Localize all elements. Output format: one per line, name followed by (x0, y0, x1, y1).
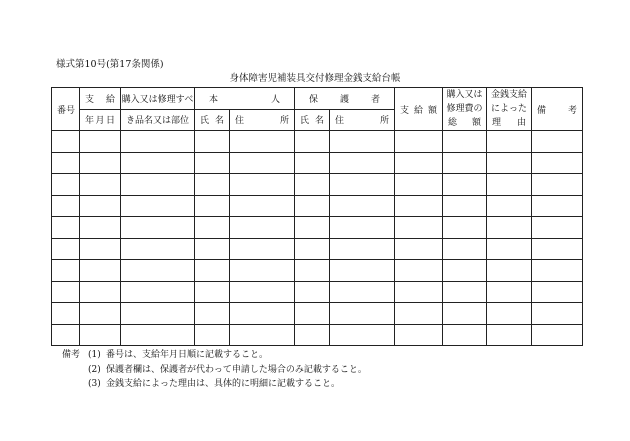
note-number: (2) (88, 364, 101, 375)
ledger-cell (80, 174, 121, 196)
ledger-cell (443, 324, 487, 346)
ledger-cell (443, 217, 487, 239)
ledger-cell (487, 238, 532, 260)
ledger-cell (487, 131, 532, 153)
header-person-address: 住 所 (230, 109, 295, 131)
ledger-cell (395, 303, 443, 325)
note-item (62, 377, 367, 392)
ledger-cell (52, 238, 80, 260)
ledger-cell (195, 303, 230, 325)
ledger-cell (443, 238, 487, 260)
ledger-cell (80, 131, 121, 153)
ledger-cell (443, 131, 487, 153)
ledger-cell (121, 131, 195, 153)
ledger-cell (395, 195, 443, 217)
note-text: 番号は、支給年月日順に記載すること。 (106, 350, 269, 360)
ledger-row (52, 303, 583, 325)
ledger-row (52, 324, 583, 346)
ledger-cell (230, 131, 295, 153)
ledger-cell (52, 174, 80, 196)
note-number: (3) (88, 379, 101, 389)
ledger-cell (330, 131, 395, 153)
ledger-cell (532, 324, 583, 346)
ledger-cell (52, 281, 80, 303)
header-guardian: 保 護 者 (295, 88, 395, 110)
form-label: 様式第10号(第17条関係) (56, 59, 164, 70)
ledger-cell (295, 131, 330, 153)
ledger-cell (295, 217, 330, 239)
ledger-cell (395, 131, 443, 153)
ledger-row (52, 174, 583, 196)
ledger-cell (230, 174, 295, 196)
ledger-cell (532, 303, 583, 325)
ledger-cell (532, 217, 583, 239)
ledger-cell (80, 303, 121, 325)
ledger-cell (52, 217, 80, 239)
header-amount: 支 給 額 (395, 88, 443, 131)
header-person: 本 人 (195, 88, 295, 110)
ledger-cell (80, 238, 121, 260)
ledger-cell (195, 174, 230, 196)
header-item-top: 購入又は修理すべ (121, 88, 195, 110)
ledger-cell (487, 303, 532, 325)
ledger-cell (443, 174, 487, 196)
ledger-table (51, 87, 583, 346)
note-text: 金銭支給によった理由は、具体的に明細に記載すること。 (106, 379, 341, 389)
ledger-cell (295, 303, 330, 325)
ledger-cell (230, 281, 295, 303)
ledger-cell (395, 152, 443, 174)
ledger-row (52, 217, 583, 239)
ledger-cell (80, 324, 121, 346)
ledger-cell (532, 238, 583, 260)
ledger-cell (532, 195, 583, 217)
ledger-cell (52, 324, 80, 346)
ledger-cell (330, 324, 395, 346)
ledger-row (52, 281, 583, 303)
header-payment-date-top: 支 給 (80, 88, 121, 110)
header-guardian-name: 氏 名 (295, 109, 330, 131)
ledger-cell (230, 238, 295, 260)
ledger-cell (121, 152, 195, 174)
ledger-cell (230, 324, 295, 346)
ledger-cell (395, 260, 443, 282)
ledger-cell (487, 281, 532, 303)
ledger-cell (330, 260, 395, 282)
header-item-bottom: き品名又は部位 (121, 109, 195, 131)
ledger-cell (52, 195, 80, 217)
ledger-cell (230, 217, 295, 239)
ledger-cell (330, 303, 395, 325)
ledger-cell (121, 281, 195, 303)
ledger-cell (330, 238, 395, 260)
note-text: 保護者欄は、保護者が代わって申請した場合のみ記載すること。 (106, 364, 367, 375)
ledger-cell (195, 324, 230, 346)
ledger-cell (395, 324, 443, 346)
ledger-cell (330, 195, 395, 217)
ledger-cell (295, 152, 330, 174)
ledger-cell (230, 260, 295, 282)
ledger-cell (121, 303, 195, 325)
ledger-cell (121, 324, 195, 346)
ledger-cell (121, 260, 195, 282)
header-remarks: 備 考 (532, 88, 583, 131)
ledger-cell (195, 238, 230, 260)
ledger-cell (121, 174, 195, 196)
ledger-cell (487, 195, 532, 217)
ledger-cell (80, 195, 121, 217)
ledger-cell (295, 324, 330, 346)
header-person-name: 氏 名 (195, 109, 230, 131)
ledger-cell (532, 174, 583, 196)
ledger-cell (80, 217, 121, 239)
ledger-cell (532, 152, 583, 174)
ledger-cell (295, 260, 330, 282)
ledger-cell (80, 260, 121, 282)
ledger-cell (330, 217, 395, 239)
ledger-cell (295, 238, 330, 260)
ledger-cell (295, 195, 330, 217)
notes-heading: 備考 (62, 350, 81, 360)
header-total-cost: 購入又は 修理費の 総 額 (443, 88, 487, 131)
ledger-cell (121, 195, 195, 217)
ledger-row (52, 152, 583, 174)
ledger-cell (121, 217, 195, 239)
ledger-cell (80, 281, 121, 303)
ledger-cell (195, 131, 230, 153)
ledger-cell (230, 152, 295, 174)
ledger-cell (52, 152, 80, 174)
ledger-cell (195, 217, 230, 239)
ledger-cell (330, 152, 395, 174)
ledger-cell (487, 260, 532, 282)
header-cash-reason: 金銭支給 によった 理 由 (487, 88, 532, 131)
ledger-cell (230, 303, 295, 325)
ledger-cell (532, 131, 583, 153)
ledger-row (52, 131, 583, 153)
ledger-cell (330, 174, 395, 196)
ledger-cell (52, 131, 80, 153)
ledger-cell (395, 281, 443, 303)
ledger-row (52, 195, 583, 217)
note-number: (1) (88, 350, 101, 360)
ledger-cell (532, 281, 583, 303)
ledger-cell (395, 174, 443, 196)
ledger-cell (295, 174, 330, 196)
header-payment-date-bottom: 年 月 日 (80, 109, 121, 131)
ledger-cell (443, 281, 487, 303)
ledger-cell (195, 152, 230, 174)
header-number: 番 号 (52, 88, 80, 131)
note-item (62, 363, 367, 378)
ledger-cell (295, 281, 330, 303)
ledger-cell (230, 195, 295, 217)
ledger-cell (532, 260, 583, 282)
ledger-cell (330, 281, 395, 303)
ledger-cell (443, 152, 487, 174)
header-guardian-address: 住 所 (330, 109, 395, 131)
ledger-cell (52, 260, 80, 282)
ledger-cell (52, 303, 80, 325)
ledger-cell (443, 260, 487, 282)
ledger-cell (443, 195, 487, 217)
ledger-cell (395, 217, 443, 239)
ledger-cell (121, 238, 195, 260)
ledger-cell (195, 195, 230, 217)
ledger-cell (195, 281, 230, 303)
note-item (62, 348, 367, 363)
ledger-cell (487, 324, 532, 346)
ledger-cell (487, 152, 532, 174)
ledger-row (52, 260, 583, 282)
ledger-cell (443, 303, 487, 325)
ledger-cell (487, 217, 532, 239)
ledger-cell (80, 152, 121, 174)
ledger-row (52, 238, 583, 260)
notes (62, 348, 367, 392)
ledger-cell (487, 174, 532, 196)
ledger-cell (195, 260, 230, 282)
ledger-cell (395, 238, 443, 260)
ledger-title: 身体障害児補装具交付修理金銭支給台帳 (229, 73, 401, 84)
